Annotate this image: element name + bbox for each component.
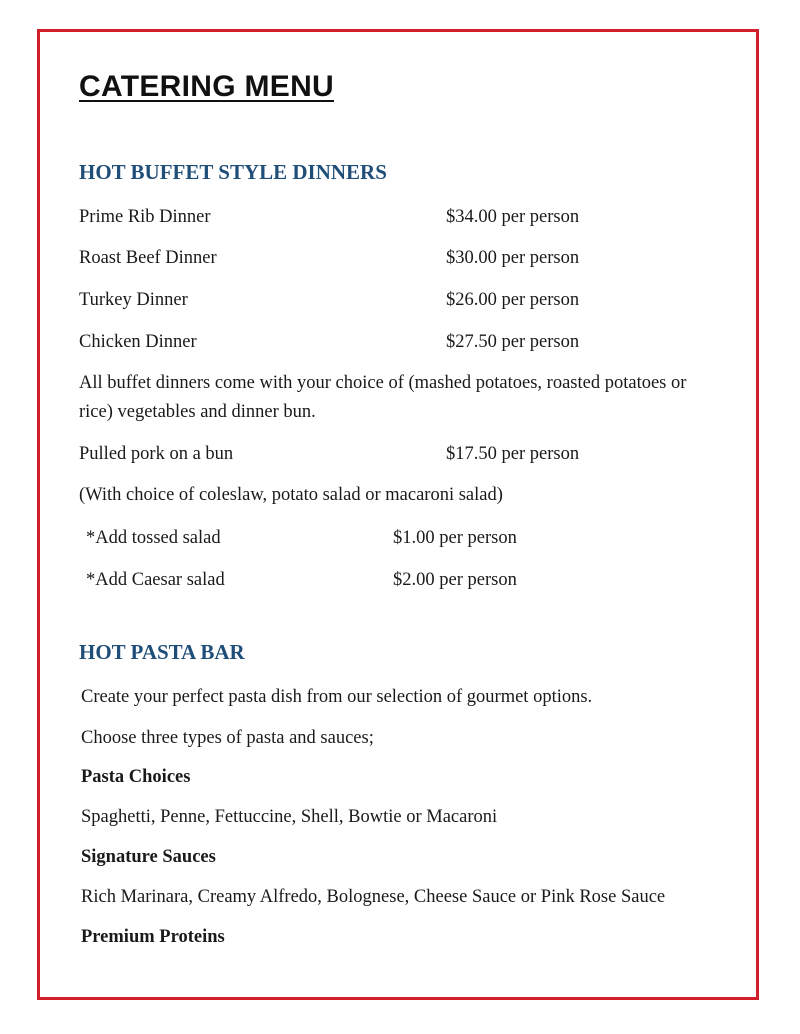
menu-item-name: Chicken Dinner: [79, 332, 197, 352]
pasta-intro: Create your perfect pasta dish from our selection of gourmet options.: [81, 687, 593, 707]
pulled-pork-name: Pulled pork on a bun: [79, 444, 234, 464]
menu-item-name: Turkey Dinner: [79, 290, 188, 310]
pasta-heading: HOT PASTA BAR: [79, 640, 245, 664]
buffet-heading: HOT BUFFET STYLE DINNERS: [79, 160, 387, 184]
menu-item-name: Prime Rib Dinner: [79, 207, 211, 227]
pulled-pork-price: $17.50 per person: [446, 444, 580, 464]
proteins-label: Premium Proteins: [81, 927, 225, 947]
pasta-choices-list: Spaghetti, Penne, Fettuccine, Shell, Bowtie or Macaroni: [81, 807, 498, 827]
menu-item-price: $26.00 per person: [446, 290, 580, 310]
sauces-list: Rich Marinara, Creamy Alfredo, Bolognese, Cheese Sauce or Pink Rose Sauce: [81, 887, 666, 907]
pasta-instruction: Choose three types of pasta and sauces;: [81, 728, 374, 748]
pulled-pork-note: (With choice of coleslaw, potato salad or macaroni salad): [79, 485, 503, 505]
buffet-note-line-1: All buffet dinners come with your choice of (mashed potatoes, roasted potatoes or: [79, 373, 687, 393]
addon-price: $1.00 per person: [393, 528, 517, 548]
menu-item-price: $27.50 per person: [446, 332, 580, 352]
page-title: CATERING MENU: [79, 70, 335, 103]
buffet-note-line-2: rice) vegetables and dinner bun.: [79, 402, 316, 422]
addon-name: *Add tossed salad: [86, 528, 221, 548]
addon-price: $2.00 per person: [393, 570, 517, 590]
menu-item-name: Roast Beef Dinner: [79, 248, 217, 268]
pasta-choices-label: Pasta Choices: [81, 767, 191, 787]
menu-item-price: $30.00 per person: [446, 248, 580, 268]
addon-name: *Add Caesar salad: [86, 570, 225, 590]
menu-item-price: $34.00 per person: [446, 207, 580, 227]
sauces-label: Signature Sauces: [81, 847, 216, 867]
